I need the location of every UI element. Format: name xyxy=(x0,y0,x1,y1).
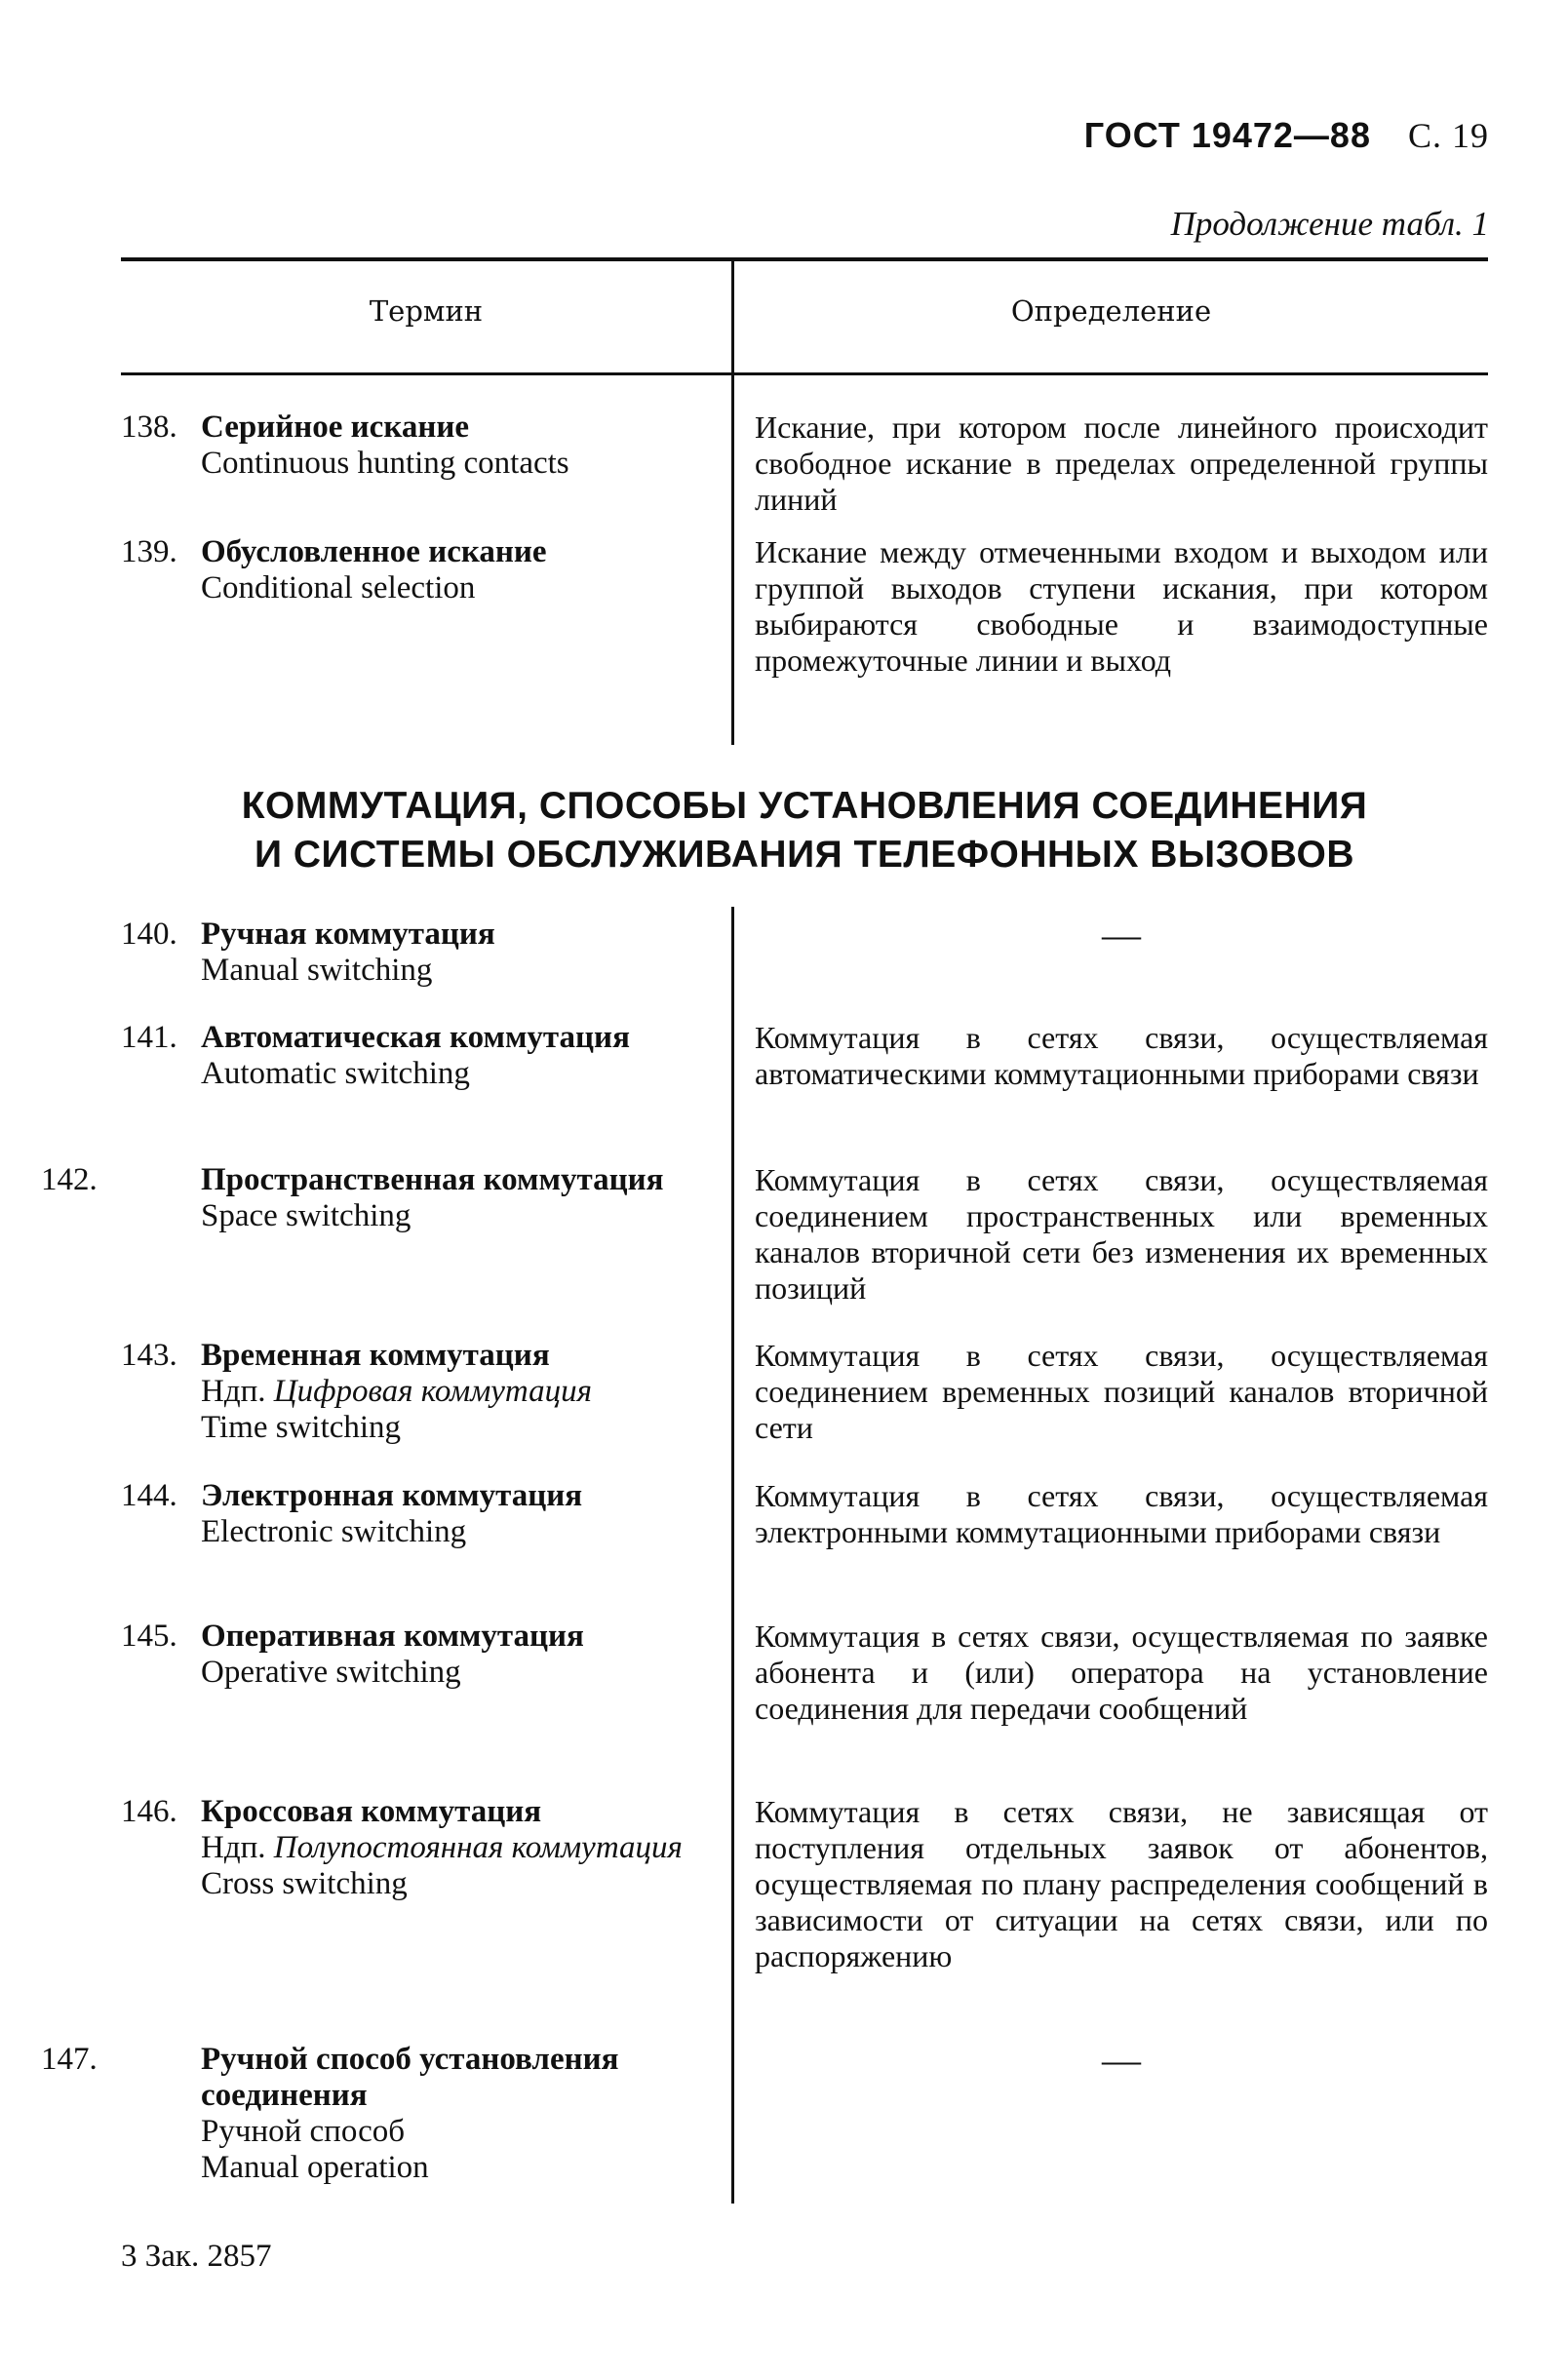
term-number: 141. xyxy=(121,1020,177,1055)
term-number: 147. xyxy=(41,2042,98,2077)
term-en: Continuous hunting contacts xyxy=(201,446,569,481)
term-entry xyxy=(121,917,696,989)
table-continuation-label: Продолжение табл. 1 xyxy=(1170,205,1489,243)
standard-number: ГОСТ 19472—88 xyxy=(1083,115,1371,155)
term-non-recommended xyxy=(121,1374,696,1410)
term-entry xyxy=(41,1162,696,1234)
term-ru: Ручной способ установления соединения xyxy=(201,2042,619,2113)
term-ru: Электронная коммутация xyxy=(201,1478,583,1513)
term-ru: Обусловленное искание xyxy=(201,534,547,569)
term-non-recommended xyxy=(121,1830,696,1866)
page-number: С. 19 xyxy=(1407,116,1489,155)
term-definition: — xyxy=(1102,913,1141,956)
term-ru: Пространственная коммутация xyxy=(201,1162,664,1197)
term-definition: Искание, при котором после линейного происходит свободное искание в пределах определенной группы линий xyxy=(755,410,1488,517)
term-entry xyxy=(41,2042,696,2186)
term-ru: Оперативная коммутация xyxy=(201,1619,584,1654)
column-divider xyxy=(731,907,734,2204)
term-en: Operative switching xyxy=(201,1655,461,1690)
section-title-line: И СИСТЕМЫ ОБСЛУЖИВАНИЯ ТЕЛЕФОННЫХ ВЫЗОВОВ xyxy=(255,834,1354,876)
term-definition: Коммутация в сетях связи, осуществляемая автоматическими коммутационными приборами связи xyxy=(755,1020,1488,1091)
non-recommended-prefix: Ндп. xyxy=(201,1374,266,1409)
term-entry xyxy=(121,1619,696,1691)
term-ru: Ручная коммутация xyxy=(201,917,495,952)
term-en: Manual switching xyxy=(201,953,433,988)
term-definition: Коммутация в сетях связи, осуществляемая соединением пространственных или временных каналов вторичной сети без изменения их временных позиций xyxy=(755,1162,1488,1306)
term-entry xyxy=(121,1478,696,1550)
print-order-footer: 3 Зак. 2857 xyxy=(121,2239,272,2274)
term-en: Cross switching xyxy=(201,1866,408,1901)
term-definition: Коммутация в сетях связи, осуществляемая по заявке абонента и (или) оператора на установление соединения для передачи сообщений xyxy=(755,1619,1488,1726)
term-entry xyxy=(121,410,696,482)
term-number: 140. xyxy=(121,917,177,952)
term-number: 143. xyxy=(121,1338,177,1373)
term-ru: Временная коммутация xyxy=(201,1338,550,1373)
term-en: Space switching xyxy=(201,1198,411,1233)
term-number: 144. xyxy=(121,1478,177,1513)
column-header-term: Термин xyxy=(369,294,484,328)
term-definition: Коммутация в сетях связи, не зависящая от поступления отдельных заявок от абонентов, осуществляемая по плану распределения сообщений в зависимости от ситуации на сетях связи, или по распоряжению xyxy=(755,1794,1488,1973)
term-entry xyxy=(121,1020,696,1092)
term-number: 142. xyxy=(41,1162,98,1197)
column-header-definition: Определение xyxy=(1010,294,1212,328)
section-title xyxy=(121,782,1488,879)
non-recommended-term: Полупостоянная коммутация xyxy=(273,1830,683,1865)
term-en: Time switching xyxy=(201,1410,402,1445)
term-ru: Серийное искание xyxy=(201,410,470,445)
table-header-rule xyxy=(121,372,1488,375)
term-ru: Автоматическая коммутация xyxy=(201,1020,630,1055)
term-definition: Коммутация в сетях связи, осуществляемая соединением временных позиций каналов вторичной сети xyxy=(755,1338,1488,1445)
term-definition: Коммутация в сетях связи, осуществляемая электронными коммутационными приборами связи xyxy=(755,1478,1488,1549)
term-number: 139. xyxy=(121,534,177,569)
table-top-rule xyxy=(121,257,1488,261)
term-en: Manual operation xyxy=(201,2150,429,2185)
term-entry xyxy=(121,1338,696,1446)
term-entry xyxy=(121,1794,696,1902)
term-entry xyxy=(121,534,696,606)
term-definition: Искание между отмеченными входом и выходом или группой выходов ступени искания, при котором выбираются свободные и взаимодоступные промежуточные линии и выход xyxy=(755,534,1488,678)
term-short-form: Ручной способ xyxy=(201,2114,406,2149)
term-number: 145. xyxy=(121,1619,177,1654)
term-en: Conditional selection xyxy=(201,570,476,605)
page-header xyxy=(1084,115,1489,156)
term-number: 138. xyxy=(121,410,177,445)
term-ru: Кроссовая коммутация xyxy=(201,1794,542,1829)
non-recommended-term: Цифровая коммутация xyxy=(273,1374,593,1409)
term-en: Electronic switching xyxy=(201,1514,467,1549)
term-number: 146. xyxy=(121,1794,177,1829)
term-definition: — xyxy=(1102,2038,1141,2082)
term-en: Automatic switching xyxy=(201,1056,470,1091)
column-divider xyxy=(731,261,734,745)
non-recommended-prefix: Ндп. xyxy=(201,1830,266,1865)
section-title-line: КОММУТАЦИЯ, СПОСОБЫ УСТАНОВЛЕНИЯ СОЕДИНЕНИЯ xyxy=(241,785,1368,827)
